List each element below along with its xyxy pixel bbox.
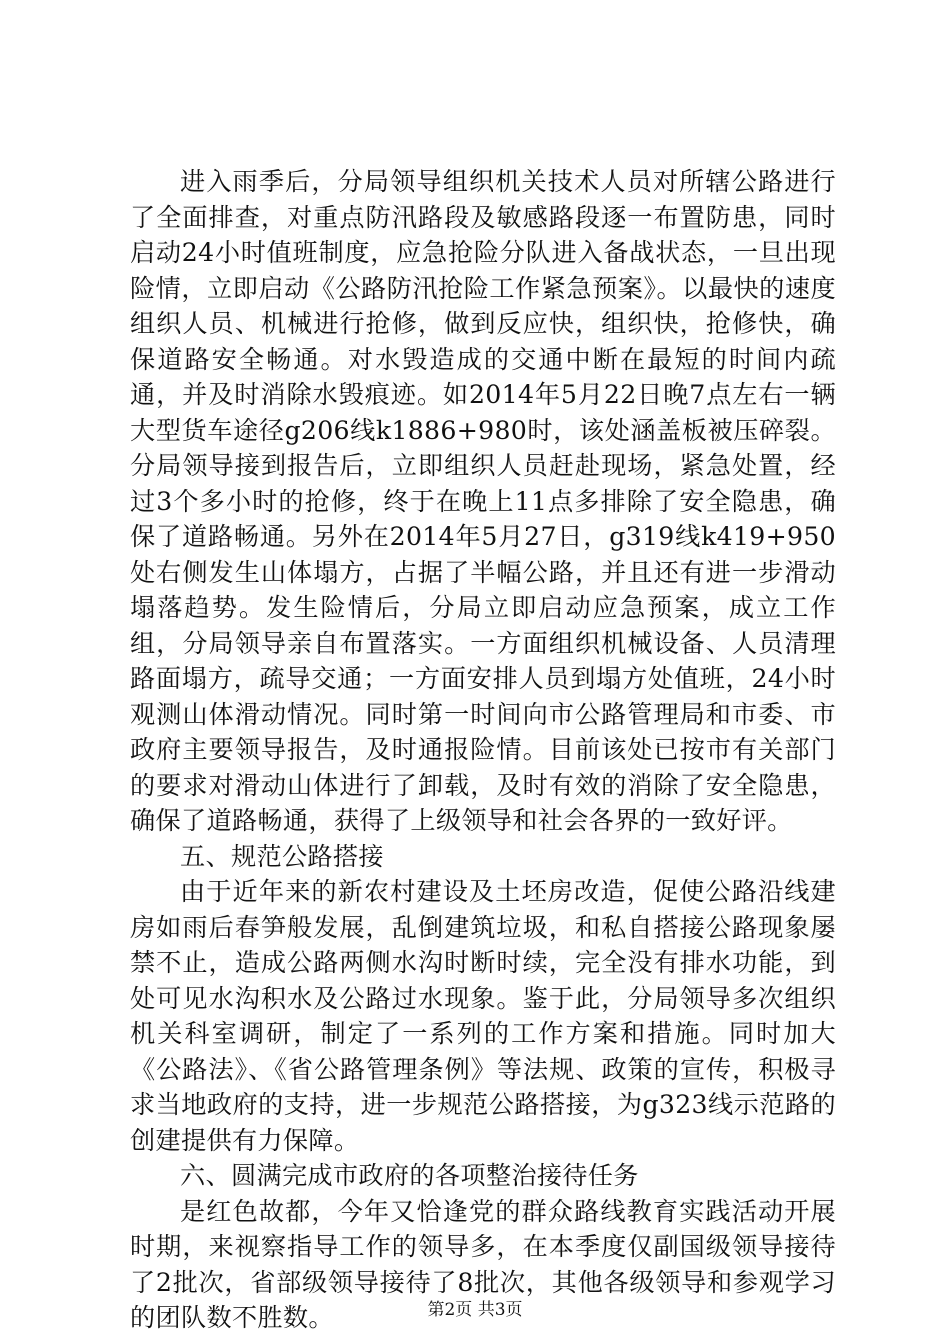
page-number-footer: 第2页 共3页	[427, 1300, 523, 1320]
paragraph-road-connection: 由于近年来的新农村建设及土坯房改造，促使公路沿线建房如雨后春笋般发展，乱倒建筑垃圾，和私自搭接公路现象屡禁不止，造成公路两侧水沟时断时续，完全没有排水功能，到处可见水沟积水及公路过水现象。鉴于此，分局领导多次组织机关科室调研，制定了一系列的工作方案和措施。同时加大《公路法》、《省公路管理条例》等法规、政策的宣传，积极寻求当地政府的支持，进一步规范公路搭接，为g323线示范路的创建提供有力保障。	[130, 877, 836, 1155]
paragraph-flood-prevention: 进入雨季后，分局领导组织机关技术人员对所辖公路进行了全面排查，对重点防汛路段及敏感路段逐一布置防患，同时启动24小时值班制度，应急抢险分队进入备战状态，一旦出现险情，立即启动《公路防汛抢险工作紧急预案》。以最快的速度组织人员、机械进行抢修，做到反应快，组织快，抢修快，确保道路安全畅通。对水毁造成的交通中断在最短的时间内疏通，并及时消除水毁痕迹。如2014年5月22日晚7点左右一辆大型货车途径g206线k1886+980时，该处涵盖板被压碎裂。分局领导接到报告后，立即组织人员赶赴现场，紧急处置，经过3个多小时的抢修，终于在晚上11点多排除了安全隐患，确保了道路畅通。另外在2014年5月27日，g319线k419+950处右侧发生山体塌方，占据了半幅公路，并且还有进一步滑动塌落趋势。发生险情后，分局立即启动应急预案，成立工作组，分局领导亲自布置落实。一方面组织机械设备、人员清理路面塌方，疏导交通；一方面安排人员到塌方处值班，24小时观测山体滑动情况。同时第一时间向市公路管理局和市委、市政府主要领导报告，及时通报险情。目前该处已按市有关部门的要求对滑动山体进行了卸载，及时有效的消除了安全隐患，确保了道路畅通，获得了上级领导和社会各界的一致好评。	[130, 167, 836, 835]
paragraph-reception-tasks: 是红色故都，今年又恰逢党的群众路线教育实践活动开展时期，来视察指导工作的领导多，在本季度仅副国级领导接待了2批次，省部级领导接待了8批次，其他各级领导和参观学习的团队数不胜数。	[130, 1196, 836, 1332]
section-heading-reception-tasks: 六、圆满完成市政府的各项整治接待任务	[180, 1161, 639, 1190]
document-body	[130, 164, 836, 1336]
section-heading-road-connection: 五、规范公路搭接	[180, 841, 384, 871]
